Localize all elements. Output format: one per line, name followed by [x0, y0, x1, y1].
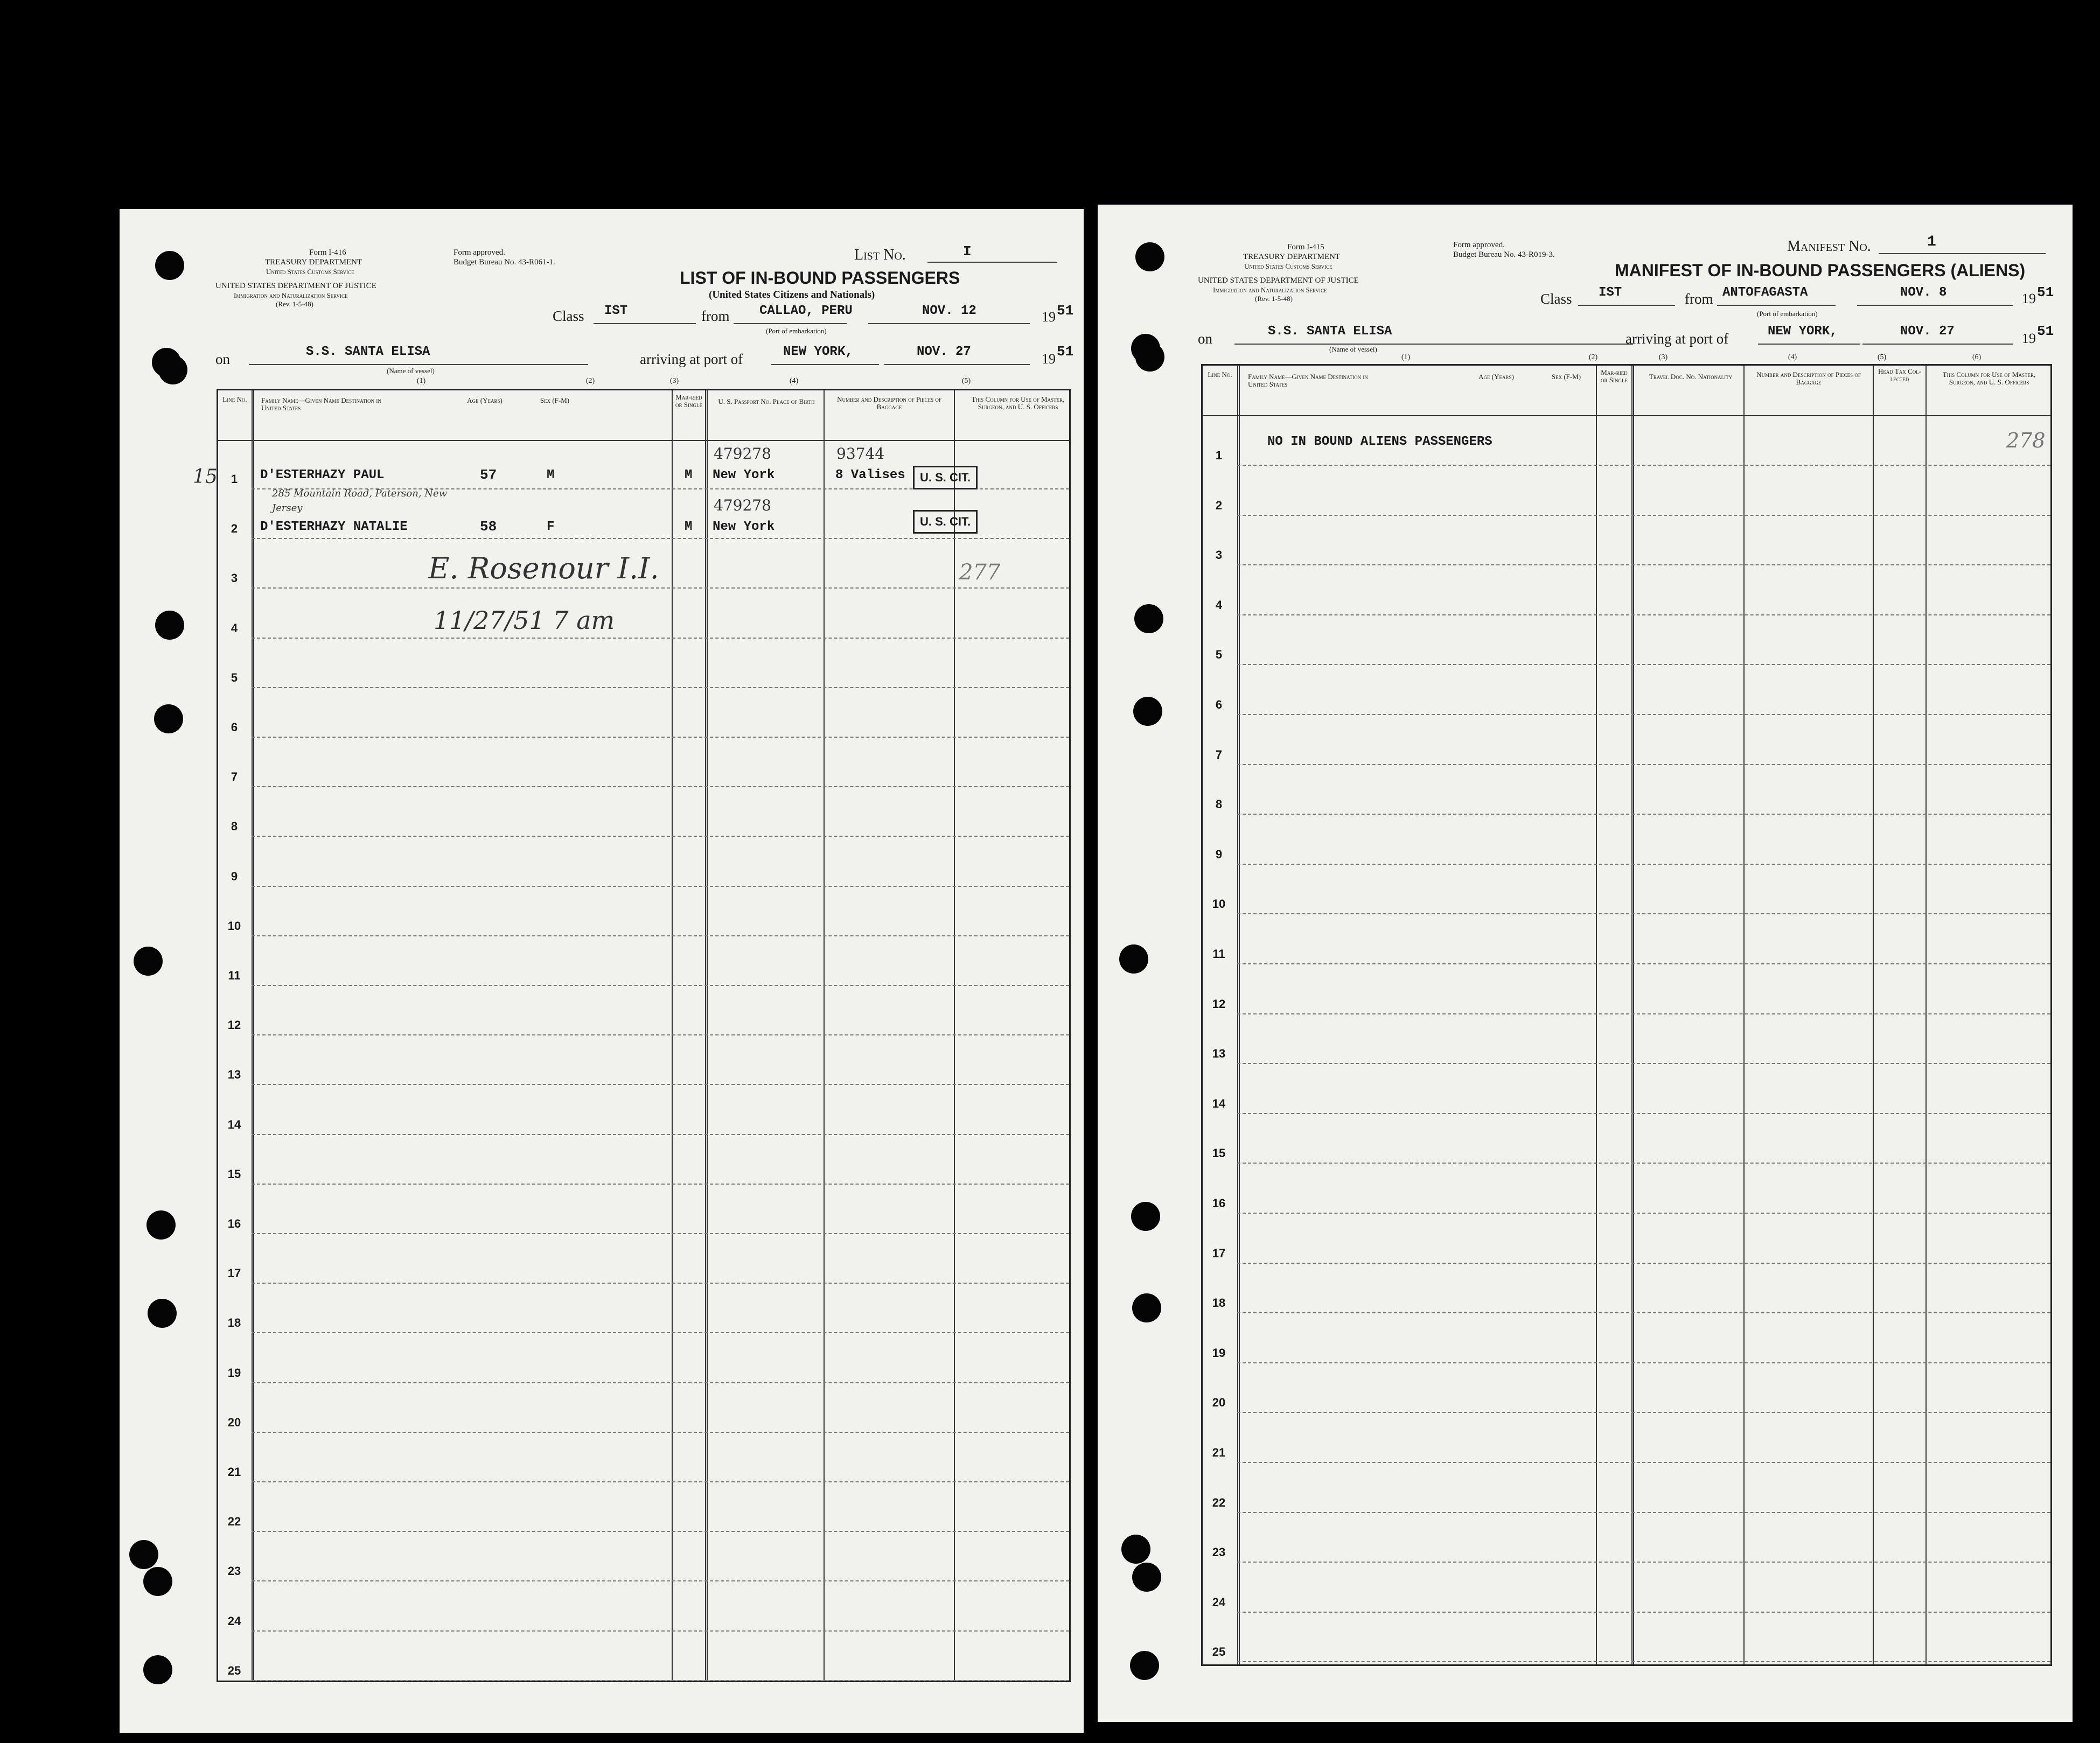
punch-hole [1121, 1535, 1150, 1564]
header-married: Mar-ried or Single [1601, 368, 1628, 384]
embark-date: NOV. 12 [922, 304, 976, 318]
vessel-line [1234, 344, 1633, 345]
punch-hole [1133, 697, 1162, 726]
line-number: 17 [227, 1266, 241, 1280]
line-number: 25 [227, 1663, 241, 1677]
row-rule [1237, 764, 2050, 765]
col-divider [1631, 366, 1634, 1664]
passenger-age: 57 [480, 467, 497, 483]
punch-hole [148, 1299, 177, 1328]
passport-number: 479278 [714, 445, 771, 463]
from-line [734, 323, 847, 324]
row-rule [1237, 664, 2050, 665]
class-line [1578, 305, 1675, 306]
year-prefix: 19 [1042, 309, 1056, 325]
row-rule [1237, 1612, 2050, 1613]
list-no-value: I [963, 243, 972, 260]
form-number: Form I-415 [1287, 243, 1324, 251]
line-number: 19 [1212, 1346, 1226, 1360]
line-number: 12 [227, 1018, 241, 1032]
row-rule [252, 985, 1069, 986]
col-divider [1596, 366, 1597, 1664]
line-number: 24 [1212, 1595, 1226, 1609]
line-number: 19 [227, 1366, 241, 1380]
punch-hole [143, 1655, 172, 1684]
row-rule [252, 786, 1069, 787]
passenger-name: D'ESTERHAZY PAUL [260, 468, 385, 482]
row-rule [1237, 1113, 2050, 1114]
passenger-address: 285 Mountain Road, Paterson, New Jersey [272, 488, 448, 514]
arrival-date-line [884, 364, 1030, 365]
line-number: 11 [1212, 947, 1225, 961]
row-rule [1237, 1163, 2050, 1164]
header-rule [218, 440, 1069, 441]
treasury-dept: TREASURY DEPARTMENT [1243, 253, 1341, 261]
punch-hole [1130, 1651, 1159, 1680]
vessel-name: S.S. SANTA ELISA [1268, 324, 1392, 339]
col-divider [1873, 366, 1874, 1664]
from-line [1717, 305, 1836, 306]
line-number: 24 [227, 1614, 241, 1628]
punch-hole [1132, 1293, 1161, 1322]
row-rule [252, 1382, 1069, 1383]
header-sex: Sex (F-M) [540, 396, 570, 404]
row-rule [1237, 913, 2050, 914]
passenger-name: D'ESTERHAZY NATALIE [260, 520, 408, 534]
baggage-desc: 8 Valises [835, 468, 905, 482]
line-number: 20 [227, 1415, 241, 1429]
date-line [868, 323, 1030, 324]
inbound-citizens-list-sheet [120, 209, 1084, 1733]
line-number: 25 [1212, 1645, 1226, 1659]
row-rule [252, 1034, 1069, 1035]
justice-dept: UNITED STATES DEPARTMENT OF JUSTICE [215, 282, 376, 290]
row-rule [1237, 1562, 2050, 1563]
us-citizen-stamp: U. S. CIT. [913, 510, 978, 534]
manifest-no-line [1879, 253, 2046, 254]
place-of-birth: New York [713, 520, 775, 534]
passenger-sex: F [547, 520, 555, 534]
header-married: Mar-ried or Single [675, 393, 702, 409]
embark-date: NOV. 8 [1900, 285, 1947, 300]
line-number: 12 [1212, 997, 1226, 1011]
port-embark-note: (Port of embarkation) [1757, 310, 1818, 318]
line-number: 21 [1212, 1446, 1226, 1459]
treasury-dept: TREASURY DEPARTMENT [265, 258, 362, 267]
line-number: 1 [231, 472, 238, 486]
header-baggage: Number and Description of Pieces of Baggage [837, 395, 941, 411]
line-number: 23 [227, 1564, 241, 1578]
punch-hole [155, 251, 184, 280]
row-rule [252, 1580, 1069, 1581]
form-number: Form I-416 [309, 248, 346, 257]
row-rule [252, 1680, 1069, 1681]
passenger-sex: M [547, 468, 555, 482]
passenger-married: M [685, 468, 693, 482]
row-rule [252, 1531, 1069, 1532]
officer-mark: 277 [959, 560, 1001, 585]
baggage-number: 93744 [836, 445, 885, 463]
punch-hole [154, 704, 183, 733]
line-number: 7 [1215, 747, 1223, 761]
row-rule [252, 1283, 1069, 1284]
no-aliens-entry: NO IN BOUND ALIENS PASSENGERS [1267, 435, 1492, 449]
handwritten-signature: E. Rosenour I.I. [428, 551, 659, 585]
line-number: 22 [1212, 1495, 1226, 1509]
class-line [594, 323, 696, 324]
officer-mark: 278 [2006, 429, 2046, 452]
vessel-line [249, 364, 588, 365]
row-rule [1237, 1512, 2050, 1513]
justice-dept: UNITED STATES DEPARTMENT OF JUSTICE [1198, 276, 1359, 285]
budget-bureau: Budget Bureau No. 43-R019-3. [1453, 250, 1555, 259]
row-rule [252, 1184, 1069, 1185]
line-number: 13 [227, 1068, 241, 1082]
row-rule [252, 1630, 1069, 1632]
col-num-4: (4) [1788, 353, 1797, 361]
line-number: 20 [1212, 1396, 1226, 1410]
port-embark-note: (Port of embarkation) [766, 327, 827, 335]
margin-note: 15 [193, 466, 218, 488]
row-rule [1237, 864, 2050, 865]
customs-service: United States Customs Service [266, 268, 354, 276]
punch-hole [155, 611, 184, 640]
line-number: 14 [227, 1117, 241, 1131]
arrival-year: 51 [2037, 323, 2054, 339]
line-number: 6 [1215, 698, 1223, 711]
class-value: IST [604, 304, 628, 318]
ins-service: Immigration and Naturalization Service [234, 291, 348, 299]
header-sex: Sex (F-M) [1551, 373, 1581, 381]
header-officers: This Column for Use of Master, Surgeon, and U. S. Officers [971, 395, 1065, 411]
punch-hole [1135, 342, 1164, 372]
arrival-date: NOV. 27 [1900, 324, 1955, 339]
handwritten-date: 11/27/51 7 am [434, 606, 615, 635]
page-title: LIST OF IN-BOUND PASSENGERS [680, 268, 960, 288]
line-number: 18 [227, 1316, 241, 1330]
line-number: 13 [1212, 1047, 1226, 1061]
line-number: 10 [227, 919, 241, 933]
row-rule [1237, 1462, 2050, 1463]
row-rule [252, 886, 1069, 887]
passenger-married: M [685, 520, 693, 534]
date-line [1857, 305, 2013, 306]
header-line-no: Line No. [1208, 370, 1232, 379]
line-number: 17 [1212, 1246, 1226, 1260]
line-number: 8 [1215, 797, 1223, 811]
col-num-6: (6) [1972, 353, 1982, 361]
line-number: 1 [1215, 449, 1223, 462]
passport-number: 479278 [714, 496, 771, 514]
page-title: MANIFEST OF IN-BOUND PASSENGERS (ALIENS) [1615, 261, 2026, 280]
page-subtitle: (United States Citizens and Nationals) [709, 289, 875, 300]
row-rule [252, 935, 1069, 936]
line-number: 8 [231, 820, 238, 834]
row-rule [1237, 1263, 2050, 1264]
row-rule [252, 1134, 1069, 1135]
line-number: 16 [227, 1217, 241, 1230]
row-rule [252, 1432, 1069, 1433]
row-rule [252, 1332, 1069, 1333]
row-rule [1237, 1063, 2050, 1064]
row-rule [252, 638, 1069, 639]
embark-year: 51 [2037, 284, 2054, 300]
header-age: Age (Years) [1478, 373, 1514, 381]
col-num-1: (1) [1401, 353, 1411, 361]
line-number: 9 [231, 869, 238, 883]
arrival-year: 51 [1057, 344, 1074, 360]
form-revision: (Rev. 1-5-48) [276, 300, 313, 308]
list-no-line [927, 262, 1057, 263]
from-label: from [1685, 291, 1713, 307]
form-revision: (Rev. 1-5-48) [1255, 295, 1293, 303]
embark-port: ANTOFAGASTA [1722, 285, 1808, 300]
vessel-note: (Name of vessel) [387, 367, 435, 375]
arrival-date-line [1862, 344, 2013, 345]
punch-hole [146, 1210, 176, 1240]
row-rule [1237, 1661, 2050, 1662]
inbound-aliens-manifest-sheet [1098, 205, 2073, 1722]
arrival-port: NEW YORK, [1768, 324, 1838, 339]
from-label: from [701, 308, 730, 324]
list-no-label: List No. [854, 247, 906, 263]
header-passport: U. S. Passport No. Place of Birth [718, 397, 815, 405]
row-rule [252, 836, 1069, 837]
class-label: Class [1540, 291, 1572, 307]
line-number: 21 [227, 1465, 241, 1479]
class-label: Class [553, 308, 584, 324]
year-prefix: 19 [2022, 291, 2036, 306]
class-value: IST [1599, 285, 1622, 300]
row-rule [252, 587, 1069, 589]
on-label: on [215, 351, 230, 367]
punch-hole [1134, 604, 1163, 633]
line-number: 4 [1215, 598, 1223, 612]
header-line-no: Line No. [222, 395, 247, 403]
header-officers: This Column for Use of Master, Surgeon, and U. S. Officers [1942, 370, 2036, 386]
header-age: Age (Years) [467, 396, 503, 404]
arrival-date: NOV. 27 [917, 345, 971, 359]
customs-service: United States Customs Service [1244, 262, 1332, 270]
row-rule [1237, 564, 2050, 565]
line-number: 4 [231, 621, 238, 635]
header-travel-doc: Travel Doc. No. Nationality [1649, 373, 1733, 381]
row-rule [1237, 714, 2050, 715]
punch-hole [1132, 1563, 1161, 1592]
col-num-3: (3) [669, 377, 679, 385]
line-number: 3 [231, 571, 238, 585]
arrival-port-line [1758, 344, 1860, 345]
header-rule [1203, 415, 2050, 416]
line-number: 6 [231, 720, 238, 734]
line-number: 5 [1215, 648, 1223, 662]
row-rule [1237, 1013, 2050, 1014]
line-number: 9 [1215, 847, 1223, 861]
arriving-label: arriving at port of [1625, 331, 1729, 347]
line-number: 16 [1212, 1196, 1226, 1210]
budget-bureau: Budget Bureau No. 43-R061-1. [454, 258, 555, 267]
line-number: 10 [1212, 897, 1226, 911]
manifest-no-value: 1 [1927, 234, 1936, 250]
row-rule [252, 1084, 1069, 1085]
row-rule [1237, 1362, 2050, 1363]
passenger-age: 58 [480, 519, 497, 535]
line-number: 11 [228, 969, 241, 982]
header-baggage: Number and Description of Pieces of Baggage [1756, 370, 1861, 386]
punch-hole [1119, 944, 1148, 974]
line-number: 15 [1212, 1146, 1226, 1160]
row-rule [1237, 1412, 2050, 1413]
manifest-no-label: Manifest No. [1787, 238, 1871, 255]
arrival-port: NEW YORK, [783, 345, 853, 359]
col-num-2: (2) [1588, 353, 1598, 361]
header-head-tax: Head Tax Col-lected [1878, 367, 1922, 383]
line-number: 22 [227, 1515, 241, 1529]
col-divider [1925, 366, 1927, 1664]
us-citizen-stamp: U. S. CIT. [913, 466, 978, 489]
line-number: 14 [1212, 1096, 1226, 1110]
line-number: 15 [227, 1167, 241, 1181]
col-num-5: (5) [961, 377, 971, 385]
place-of-birth: New York [713, 468, 775, 482]
vessel-note: (Name of vessel) [1329, 345, 1377, 353]
alien-passenger-table [1201, 364, 2052, 1666]
line-number: 3 [1215, 548, 1223, 562]
line-number: 5 [231, 670, 238, 684]
punch-hole [134, 947, 163, 976]
col-num-2: (2) [585, 377, 595, 385]
passenger-table [217, 389, 1071, 1682]
col-divider [1743, 366, 1745, 1664]
punch-hole [1131, 1202, 1160, 1231]
punch-hole [1135, 242, 1164, 271]
header-name: Family Name—Given Name Destination in United States [1248, 373, 1368, 388]
punch-hole [143, 1567, 172, 1596]
punch-hole [129, 1540, 158, 1569]
row-rule [1237, 963, 2050, 964]
embark-port: CALLAO, PERU [759, 304, 853, 318]
on-label: on [1198, 331, 1212, 347]
arrival-port-line [771, 364, 879, 365]
line-number: 23 [1212, 1545, 1226, 1559]
row-rule [1237, 515, 2050, 516]
arrival-year-prefix: 19 [2022, 331, 2036, 346]
col-divider [1237, 366, 1240, 1664]
line-number: 2 [1215, 498, 1223, 512]
row-rule [252, 737, 1069, 738]
ins-service: Immigration and Naturalization Service [1213, 286, 1327, 294]
col-num-4: (4) [789, 377, 799, 385]
line-number: 7 [231, 770, 238, 784]
form-approved: Form approved. [1453, 241, 1505, 249]
header-name: Family Name—Given Name Destination in United States [261, 396, 381, 412]
row-rule [252, 1233, 1069, 1234]
vessel-name: S.S. SANTA ELISA [306, 345, 430, 359]
row-rule [1237, 1312, 2050, 1313]
line-number: 18 [1212, 1296, 1226, 1310]
row-rule [1237, 614, 2050, 615]
arrival-year-prefix: 19 [1042, 351, 1056, 367]
row-rule [252, 538, 1069, 539]
col-num-5: (5) [1877, 353, 1887, 361]
row-rule [1237, 1213, 2050, 1214]
row-rule [252, 687, 1069, 688]
row-rule [1237, 814, 2050, 815]
col-num-1: (1) [416, 377, 426, 385]
line-number: 2 [231, 522, 238, 536]
form-approved: Form approved. [454, 248, 505, 257]
col-num-3: (3) [1658, 353, 1668, 361]
arriving-label: arriving at port of [640, 351, 743, 367]
punch-hole [158, 355, 187, 384]
embark-year: 51 [1057, 303, 1074, 319]
row-rule [252, 1481, 1069, 1482]
row-rule [1237, 465, 2050, 466]
